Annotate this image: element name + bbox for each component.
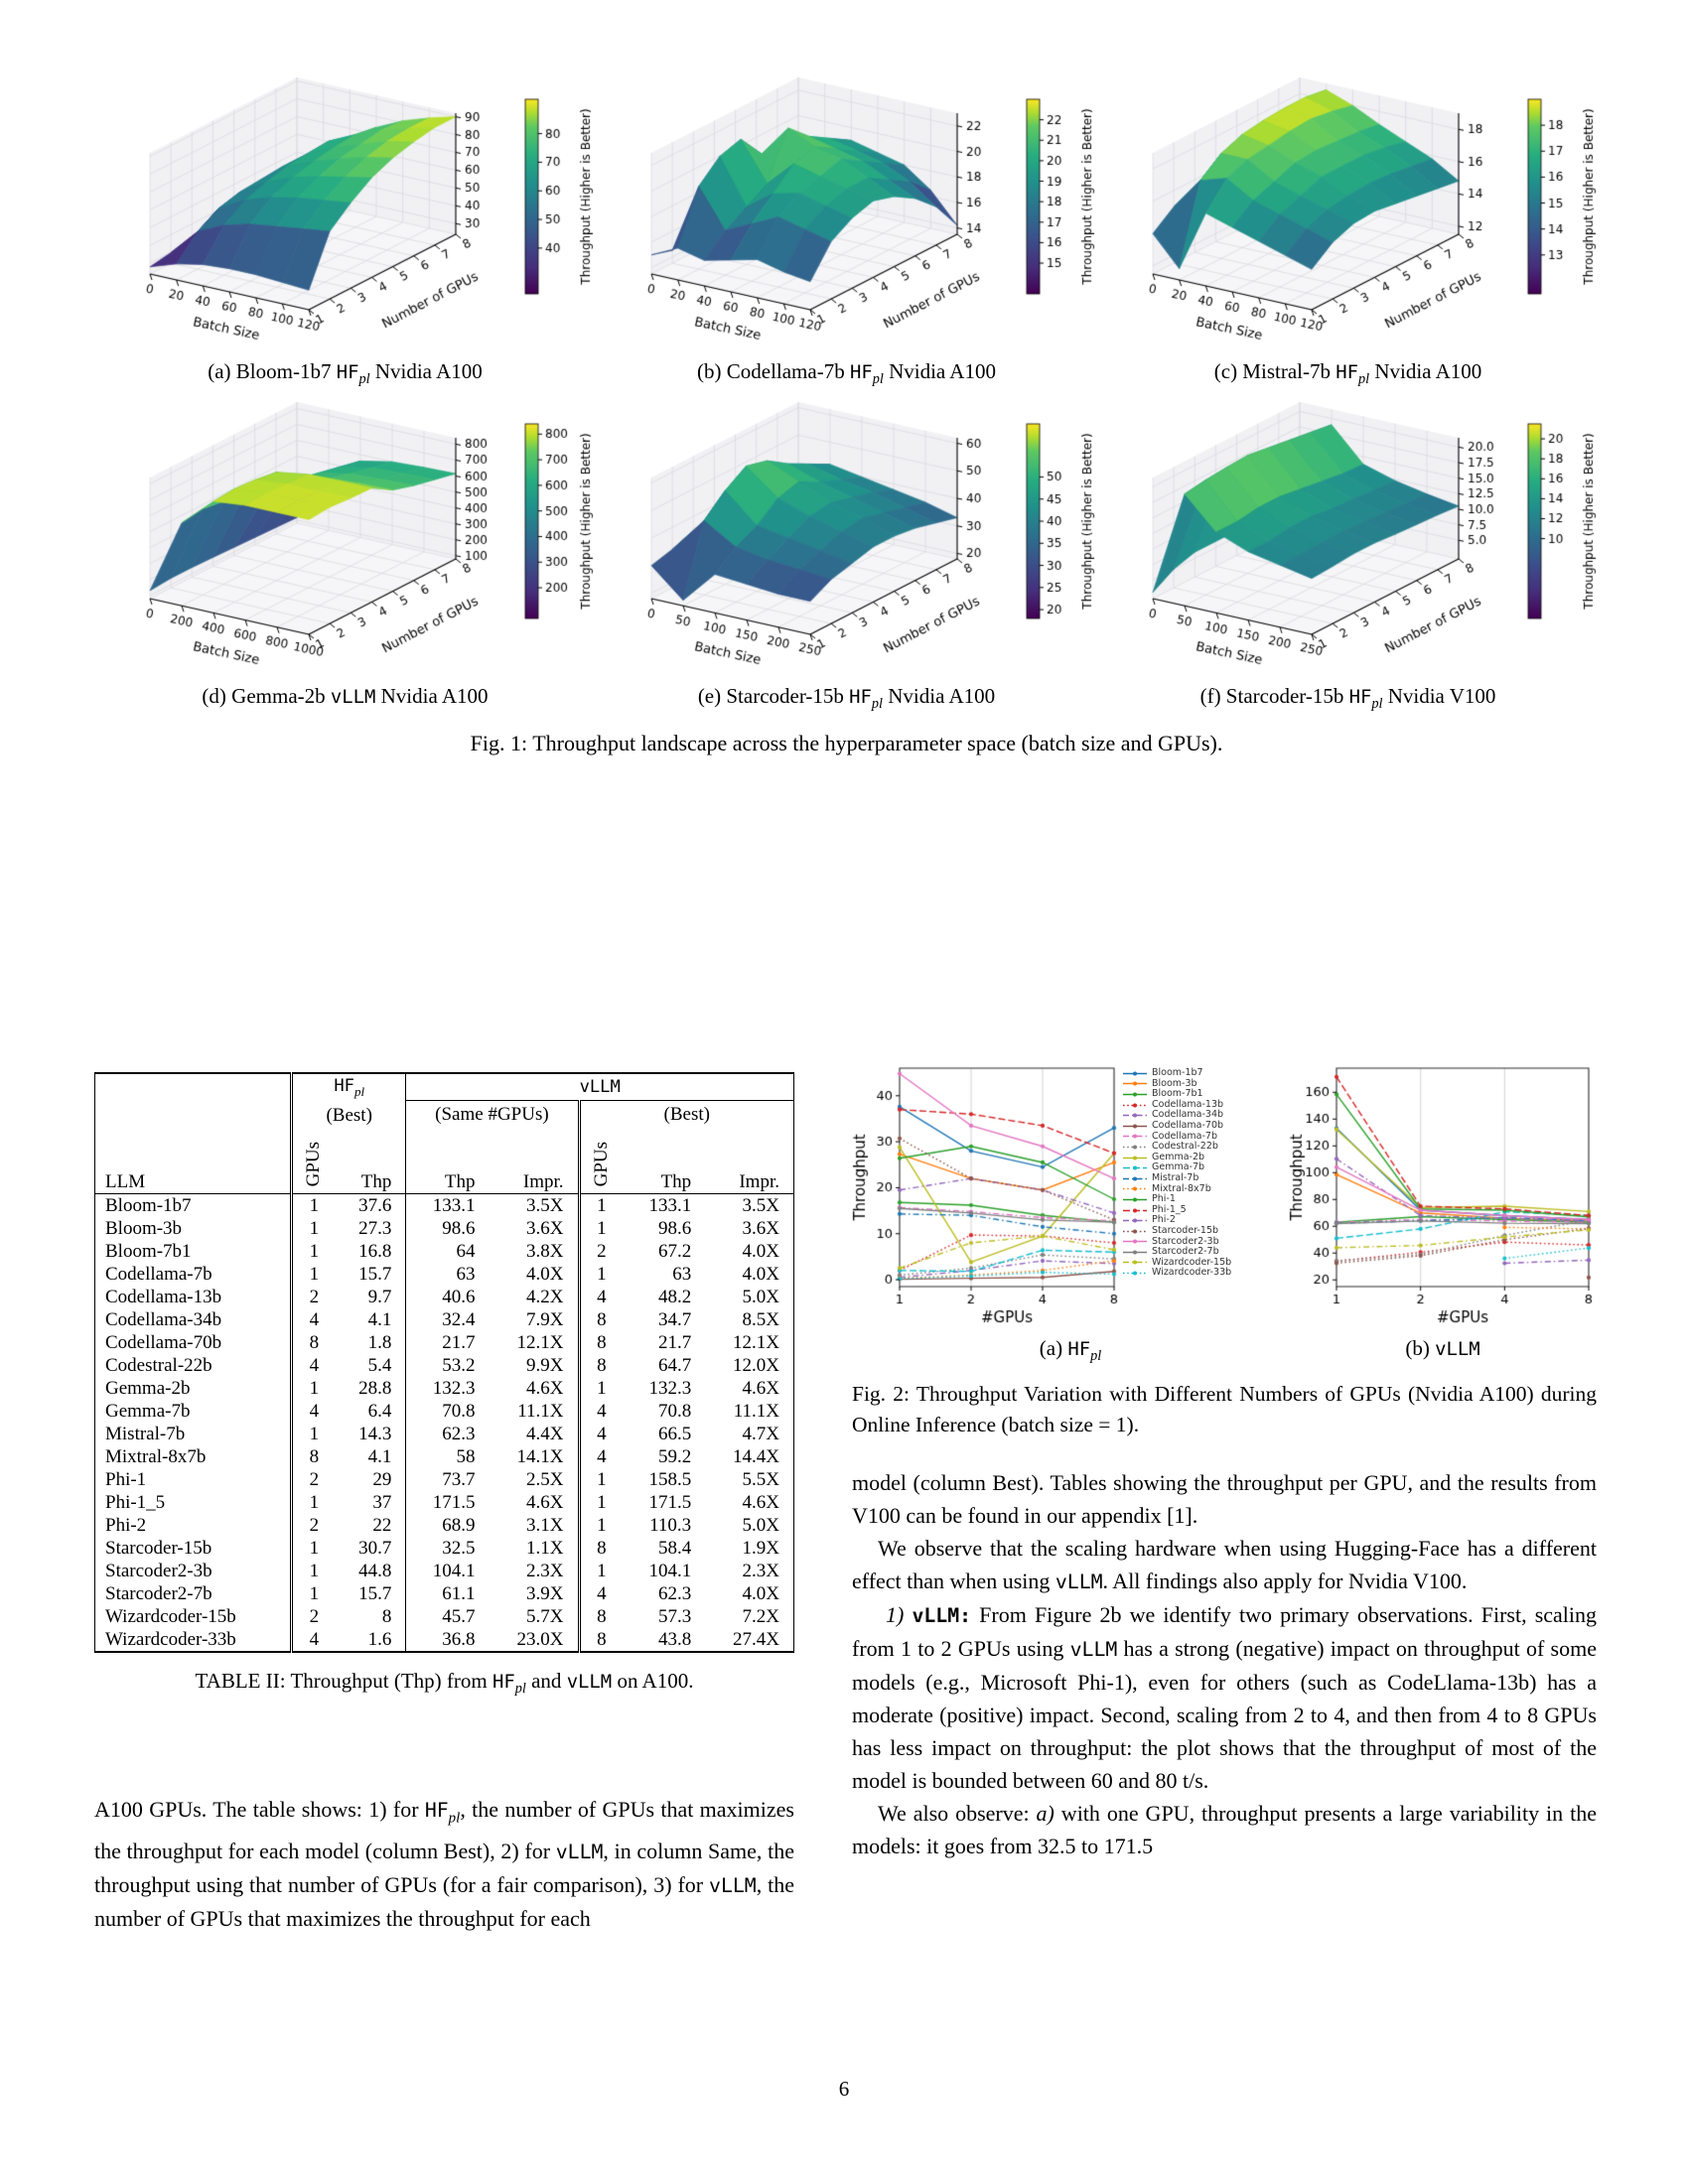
value-cell: 21.7 — [406, 1331, 490, 1354]
llm-name-cell: Wizardcoder-33b — [105, 1628, 236, 1650]
value-cell: 8 — [579, 1308, 623, 1331]
header-best-group: (Best) — [579, 1101, 793, 1128]
value-cell: 62.3 — [657, 1582, 692, 1604]
legend-line-sample — [1122, 1069, 1148, 1078]
table-row — [95, 1445, 794, 1468]
llm-name-cell: Starcoder-15b — [105, 1537, 212, 1559]
llm-name-cell: Phi-2 — [105, 1514, 147, 1536]
value-cell: 8 — [579, 1605, 623, 1628]
value-cell: 1.8 — [367, 1331, 392, 1353]
legend-item — [1122, 1142, 1289, 1153]
value-cell: 6.4 — [367, 1400, 392, 1422]
value-cell: 9.9X — [526, 1354, 564, 1376]
value-cell: 1 — [579, 1193, 623, 1217]
value-cell: 5.0X — [742, 1286, 779, 1307]
header-impr-best: Impr. — [739, 1170, 779, 1192]
value-cell: 73.7 — [406, 1468, 490, 1491]
subplot-caption-c: (c) Mistral-7b $HF_{pl}$ Nvidia A100 — [1213, 359, 1482, 388]
value-cell: 1 — [579, 1468, 623, 1491]
value-cell: 40.6 — [406, 1286, 490, 1308]
legend-item — [1122, 1205, 1289, 1216]
table-row — [95, 1354, 794, 1377]
legend-line-sample — [1122, 1132, 1148, 1141]
legend-line-sample — [1122, 1206, 1148, 1215]
value-cell: 4.4X — [526, 1423, 564, 1444]
table-body — [95, 1193, 794, 1652]
value-cell: 171.5 — [406, 1491, 490, 1514]
value-cell: 1.9X — [742, 1537, 779, 1559]
value-cell: 4 — [292, 1308, 336, 1331]
legend-label: Codellama-13b — [1152, 1098, 1224, 1110]
value-cell: 4 — [579, 1445, 623, 1468]
body-paragraph: model (column Best). Tables showing the throughput per GPU, and the results from V100 can be found in our appendix [1]. — [852, 1470, 1597, 1529]
value-cell: 57.3 — [657, 1605, 692, 1627]
value-cell: 8 — [579, 1537, 623, 1560]
value-cell: 3.5X — [526, 1194, 564, 1216]
table-row — [95, 1423, 794, 1445]
surface-plot-c — [1097, 77, 1599, 357]
value-cell: 12.1X — [733, 1331, 779, 1353]
figure-2 — [852, 1058, 1597, 1332]
subplot-caption-e: (e) Starcoder-15b $HF_{pl}$ Nvidia A100 — [697, 684, 996, 713]
value-cell: 2 — [292, 1468, 336, 1491]
value-cell: 8 — [579, 1628, 623, 1652]
value-cell: 1 — [292, 1491, 336, 1514]
llm-name-cell: Bloom-1b7 — [105, 1194, 192, 1216]
fig2-subcaption-a: (a) $HF_{pl}$ — [1039, 1336, 1102, 1365]
surface-plot-b — [596, 77, 1097, 357]
value-cell: 32.5 — [406, 1537, 490, 1560]
fig2-caption: Fig. 2: Throughput Variation with Different Numbers of GPUs (Nvidia A100) during Online Inference (batch size = 1). — [852, 1382, 1597, 1437]
table-row — [95, 1217, 794, 1240]
value-cell: 4.6X — [742, 1491, 779, 1513]
header-vllm-group: vLLM — [406, 1073, 794, 1101]
legend-item — [1122, 1173, 1289, 1184]
value-cell: 32.4 — [406, 1308, 490, 1331]
legend-label: Codellama-70b — [1152, 1119, 1224, 1131]
value-cell: 132.3 — [406, 1377, 490, 1400]
llm-name-cell: Bloom-3b — [105, 1217, 183, 1239]
value-cell: 64.7 — [657, 1354, 692, 1376]
table-row — [95, 1286, 794, 1308]
legend-label: Bloom-7b1 — [1152, 1088, 1203, 1100]
value-cell: 4.0X — [742, 1263, 779, 1285]
value-cell: 2 — [579, 1240, 623, 1263]
value-cell: 4.6X — [526, 1491, 564, 1513]
header-empty-cell — [95, 1073, 292, 1128]
legend-label: Bloom-1b7 — [1152, 1067, 1203, 1078]
fig2-subplot-a — [852, 1058, 1289, 1332]
value-cell: 4 — [292, 1628, 336, 1652]
value-cell: 2 — [292, 1286, 336, 1308]
table-2-block — [94, 1072, 794, 1698]
value-cell: 4.0X — [526, 1263, 564, 1285]
fig1-subplot-e — [596, 402, 1097, 713]
legend-line-sample — [1122, 1154, 1148, 1162]
table-row — [95, 1537, 794, 1560]
value-cell: 12.0X — [733, 1354, 779, 1376]
table-row — [95, 1468, 794, 1491]
value-cell: 14.1X — [516, 1445, 564, 1467]
value-cell: 2.3X — [742, 1560, 779, 1581]
legend-line-sample — [1122, 1090, 1148, 1099]
legend-item — [1122, 1184, 1289, 1195]
value-cell: 4.6X — [526, 1377, 564, 1399]
legend-line-sample — [1122, 1174, 1148, 1183]
value-cell: 3.6X — [526, 1217, 564, 1239]
llm-name-cell: Gemma-7b — [105, 1400, 191, 1422]
value-cell: 3.6X — [742, 1217, 779, 1239]
legend-item — [1122, 1226, 1289, 1237]
legend-line-sample — [1122, 1269, 1148, 1278]
legend-label: Codestral-22b — [1152, 1141, 1218, 1153]
legend-label: Mistral-7b — [1152, 1171, 1199, 1183]
legend-label: Wizardcoder-33b — [1152, 1267, 1232, 1279]
value-cell: 2.5X — [526, 1468, 564, 1490]
header-thp-hf: Thp — [360, 1170, 392, 1192]
table-row — [95, 1377, 794, 1400]
value-cell: 27.3 — [358, 1217, 392, 1239]
value-cell: 4 — [579, 1286, 623, 1308]
legend-label: Phi-1 — [1152, 1193, 1176, 1205]
legend-label: Gemma-7b — [1152, 1161, 1205, 1173]
line-plot-hf — [852, 1058, 1122, 1332]
subplot-caption-d: (d) Gemma-2b vLLM Nvidia A100 — [202, 684, 489, 709]
legend-line-sample — [1122, 1216, 1148, 1225]
value-cell: 1 — [579, 1514, 623, 1537]
table-row — [95, 1605, 794, 1628]
llm-name-cell: Mistral-7b — [105, 1423, 186, 1444]
value-cell: 23.0X — [516, 1628, 564, 1650]
value-cell: 22 — [372, 1514, 392, 1536]
value-cell: 3.1X — [526, 1514, 564, 1536]
llm-name-cell: Codestral-22b — [105, 1354, 212, 1376]
value-cell: 11.1X — [733, 1400, 779, 1422]
table-row — [95, 1400, 794, 1423]
llm-name-cell: Codellama-34b — [105, 1308, 222, 1330]
body-paragraph: We observe that the scaling hardware when using Hugging-Face has a different effect than when using vLLM. All findings also apply for Nvidia V100. — [852, 1536, 1597, 1594]
legend-line-sample — [1122, 1195, 1148, 1204]
legend-item — [1122, 1194, 1289, 1205]
subplot-caption-f: (f) Starcoder-15b $HF_{pl}$ Nvidia V100 — [1199, 684, 1496, 713]
fig1-subplot-f — [1097, 402, 1599, 713]
legend-line-sample — [1122, 1227, 1148, 1236]
fig1-subplot-a — [94, 77, 596, 388]
left-column-paragraph-block — [94, 1793, 794, 1935]
body-paragraph: We also observe: a) with one GPU, throughput presents a large variability in the models: it goes from 32.5 to 171.5 — [852, 1801, 1597, 1859]
legend-label: Mixtral-8x7b — [1152, 1182, 1211, 1194]
value-cell: 1 — [579, 1377, 623, 1400]
value-cell: 12.1X — [516, 1331, 564, 1353]
value-cell: 8 — [579, 1354, 623, 1377]
value-cell: 1 — [292, 1377, 336, 1400]
value-cell: 98.6 — [406, 1217, 490, 1240]
right-column-paragraphs — [852, 1466, 1597, 1862]
value-cell: 4.6X — [742, 1377, 779, 1399]
value-cell: 30.7 — [358, 1537, 392, 1559]
value-cell: 171.5 — [648, 1491, 692, 1513]
legend-line-sample — [1122, 1111, 1148, 1120]
legend-line-sample — [1122, 1079, 1148, 1088]
value-cell: 158.5 — [648, 1468, 692, 1490]
surface-plot-a — [94, 77, 596, 357]
table-row — [95, 1582, 794, 1605]
value-cell: 1 — [292, 1560, 336, 1582]
legend-label: Codellama-7b — [1152, 1130, 1217, 1142]
value-cell: 5.0X — [742, 1514, 779, 1536]
value-cell: 4 — [292, 1400, 336, 1423]
value-cell: 16.8 — [358, 1240, 392, 1262]
value-cell: 1 — [292, 1582, 336, 1605]
table-row — [95, 1491, 794, 1514]
body-paragraph: 1) vLLM: From Figure 2b we identify two primary observations. First, scaling from 1 to 2 GPUs using vLLM has a strong (negative) impact on throughput of some models (e.g., Microsoft Phi-1), even for others (such as CodeLlama-13b) has a moderate (positive) impact. Second, scaling from 2 to 4, and then from 4 to 8 GPUs has less impact on throughput: the plot shows that the throughput of most of the model is bounded between 60 and 80 t/s. — [852, 1602, 1598, 1794]
value-cell: 59.2 — [657, 1445, 692, 1467]
legend-label: Phi-2 — [1152, 1214, 1176, 1226]
value-cell: 36.8 — [406, 1628, 490, 1652]
value-cell: 37 — [372, 1491, 392, 1513]
legend-item — [1122, 1068, 1289, 1079]
value-cell: 14.4X — [733, 1445, 779, 1467]
value-cell: 11.1X — [517, 1400, 564, 1422]
legend-label: Codellama-34b — [1152, 1109, 1224, 1121]
value-cell: 8 — [579, 1331, 623, 1354]
fig2-subcaption-b: (b) vLLM — [1405, 1336, 1480, 1360]
value-cell: 7.9X — [526, 1308, 564, 1330]
value-cell: 67.2 — [657, 1240, 692, 1262]
value-cell: 1.1X — [526, 1537, 564, 1559]
table-row — [95, 1263, 794, 1286]
value-cell: 58.4 — [657, 1537, 692, 1559]
legend-line-sample — [1122, 1258, 1148, 1267]
fig2a-legend — [1122, 1058, 1289, 1279]
value-cell: 34.7 — [657, 1308, 692, 1330]
value-cell: 4 — [579, 1423, 623, 1445]
value-cell: 4.0X — [742, 1240, 779, 1262]
surface-plot-d — [94, 402, 596, 682]
legend-label: Starcoder2-7b — [1152, 1246, 1219, 1258]
llm-name-cell: Wizardcoder-15b — [105, 1605, 236, 1627]
value-cell: 8 — [381, 1605, 392, 1627]
llm-name-cell: Phi-1 — [105, 1468, 147, 1490]
value-cell: 63 — [406, 1263, 490, 1286]
value-cell: 98.6 — [657, 1217, 692, 1239]
header-impr-same: Impr. — [522, 1170, 564, 1192]
value-cell: 1 — [292, 1263, 336, 1286]
header-thp-same: Thp — [406, 1128, 490, 1194]
value-cell: 110.3 — [649, 1514, 692, 1536]
value-cell: 3.5X — [742, 1194, 779, 1216]
value-cell: 3.9X — [526, 1582, 564, 1604]
fig1-subplot-d — [94, 402, 596, 713]
header-same-group: (Same #GPUs) — [406, 1101, 579, 1128]
value-cell: 15.7 — [358, 1263, 392, 1285]
llm-name-cell: Phi-1_5 — [105, 1491, 166, 1513]
page-number: 6 — [838, 2077, 850, 2101]
value-cell: 48.2 — [657, 1286, 692, 1307]
value-cell: 5.4 — [367, 1354, 392, 1376]
table-row — [95, 1331, 794, 1354]
value-cell: 132.3 — [648, 1377, 692, 1399]
legend-line-sample — [1122, 1248, 1148, 1257]
value-cell: 4.7X — [742, 1423, 779, 1444]
legend-item — [1122, 1079, 1289, 1090]
value-cell: 1 — [292, 1217, 336, 1240]
value-cell: 44.8 — [358, 1560, 392, 1581]
table-row — [95, 1193, 794, 1217]
value-cell: 70.8 — [406, 1400, 490, 1423]
surface-plot-f — [1097, 402, 1599, 682]
value-cell: 8.5X — [742, 1308, 779, 1330]
llm-name-cell: Starcoder2-7b — [105, 1582, 212, 1604]
legend-line-sample — [1122, 1237, 1148, 1246]
legend-line-sample — [1122, 1101, 1148, 1110]
header-hf-title: $HF_{pl}$ — [334, 1076, 365, 1099]
legend-item — [1122, 1162, 1289, 1173]
llm-name-cell: Starcoder2-3b — [105, 1560, 212, 1581]
llm-name-cell: Mixtral-8x7b — [105, 1445, 207, 1467]
value-cell: 43.8 — [657, 1628, 692, 1650]
value-cell: 4 — [579, 1400, 623, 1423]
legend-label: Bloom-3b — [1152, 1077, 1197, 1089]
fig1-subplot-b — [596, 77, 1097, 388]
subplot-caption-a: (a) Bloom-1b7 $HF_{pl}$ Nvidia A100 — [208, 359, 483, 388]
legend-line-sample — [1122, 1163, 1148, 1172]
value-cell: 66.5 — [657, 1423, 692, 1444]
value-cell: 1 — [292, 1537, 336, 1560]
value-cell: 8 — [292, 1331, 336, 1354]
value-cell: 28.8 — [358, 1377, 392, 1399]
value-cell: 4.1 — [367, 1308, 392, 1330]
legend-line-sample — [1122, 1143, 1148, 1152]
value-cell: 4 — [292, 1354, 336, 1377]
value-cell: 1 — [579, 1217, 623, 1240]
value-cell: 37.6 — [358, 1194, 392, 1216]
legend-item — [1122, 1121, 1289, 1132]
value-cell: 62.3 — [406, 1423, 490, 1445]
line-plot-vllm — [1289, 1058, 1597, 1332]
value-cell: 15.7 — [358, 1582, 392, 1604]
table-2-caption: TABLE II: Throughput (Thp) from $HF_{pl}$ and vLLM on A100. — [195, 1668, 694, 1697]
value-cell: 29 — [372, 1468, 392, 1490]
header-thp-best: Thp — [660, 1170, 692, 1192]
legend-label: Gemma-2b — [1152, 1151, 1205, 1162]
fig1-caption: Fig. 1: Throughput landscape across the hyperparameter space (batch size and GPUs). — [470, 731, 1223, 756]
value-cell: 5.5X — [742, 1468, 779, 1490]
value-cell: 4.1 — [367, 1445, 392, 1467]
table-row — [95, 1628, 794, 1652]
fig1-subplot-c — [1097, 77, 1599, 388]
table-row — [95, 1240, 794, 1263]
value-cell: 27.4X — [733, 1628, 779, 1650]
value-cell: 1 — [292, 1240, 336, 1263]
figure-1 — [94, 77, 1599, 756]
value-cell: 2.3X — [526, 1560, 564, 1581]
body-paragraph: A100 GPUs. The table shows: 1) for $HF_{pl}$, the number of GPUs that maximizes the throughput for each model (column Best), 2) for vLLM, in column Same, the throughput using that number of GPUs (for a fair comparison), 3) for vLLM, the number of GPUs that maximizes the throughput for each — [94, 1797, 794, 1932]
legend-item — [1122, 1153, 1289, 1163]
value-cell: 45.7 — [406, 1605, 490, 1628]
legend-label: Phi-1_5 — [1152, 1203, 1187, 1215]
value-cell: 1.6 — [367, 1628, 392, 1650]
header-hf-sub: (Best) — [326, 1104, 372, 1126]
subplot-caption-b: (b) Codellama-7b $HF_{pl}$ Nvidia A100 — [697, 359, 996, 388]
value-cell: 64 — [406, 1240, 490, 1263]
value-cell: 4.0X — [742, 1582, 779, 1604]
legend-line-sample — [1122, 1122, 1148, 1131]
value-cell: 14.3 — [358, 1423, 392, 1444]
legend-line-sample — [1122, 1184, 1148, 1193]
value-cell: 58 — [406, 1445, 490, 1468]
figure-1-grid — [94, 77, 1599, 713]
value-cell: 2 — [292, 1514, 336, 1537]
llm-name-cell: Codellama-7b — [105, 1263, 212, 1285]
surface-plot-e — [596, 402, 1097, 682]
right-column — [852, 1058, 1597, 1862]
table-row — [95, 1514, 794, 1537]
value-cell: 5.7X — [526, 1605, 564, 1627]
header-gpus-best: GPUs — [579, 1128, 623, 1194]
value-cell: 9.7 — [367, 1286, 392, 1307]
legend-label: Starcoder-15b — [1152, 1224, 1219, 1236]
header-gpus-hf: GPUs — [292, 1128, 336, 1194]
value-cell: 68.9 — [406, 1514, 490, 1537]
llm-name-cell: Codellama-13b — [105, 1286, 222, 1307]
value-cell: 3.8X — [526, 1240, 564, 1262]
value-cell: 53.2 — [406, 1354, 490, 1377]
value-cell: 2 — [292, 1605, 336, 1628]
value-cell: 133.1 — [406, 1193, 490, 1217]
header-llm: LLM — [105, 1170, 146, 1192]
legend-label: Wizardcoder-15b — [1152, 1256, 1232, 1268]
table-row — [95, 1308, 794, 1331]
value-cell: 104.1 — [406, 1560, 490, 1582]
value-cell: 133.1 — [648, 1194, 692, 1216]
legend-label: Starcoder2-3b — [1152, 1235, 1219, 1247]
value-cell: 21.7 — [657, 1331, 692, 1353]
value-cell: 70.8 — [657, 1400, 692, 1422]
value-cell: 7.2X — [742, 1605, 779, 1627]
value-cell: 104.1 — [648, 1560, 692, 1581]
header-hf-group — [292, 1073, 406, 1128]
llm-name-cell: Gemma-2b — [105, 1377, 191, 1399]
llm-name-cell: Bloom-7b1 — [105, 1240, 192, 1262]
value-cell: 1 — [292, 1193, 336, 1217]
value-cell: 1 — [579, 1560, 623, 1582]
fig2-subcaptions — [852, 1336, 1597, 1365]
value-cell: 4.2X — [526, 1286, 564, 1307]
table-2 — [94, 1072, 794, 1653]
llm-name-cell: Codellama-70b — [105, 1331, 222, 1353]
table-2-header — [95, 1073, 794, 1193]
value-cell: 63 — [672, 1263, 692, 1285]
legend-item — [1122, 1268, 1289, 1279]
value-cell: 61.1 — [406, 1582, 490, 1605]
value-cell: 1 — [579, 1263, 623, 1286]
value-cell: 1 — [579, 1491, 623, 1514]
value-cell: 8 — [292, 1445, 336, 1468]
value-cell: 4 — [579, 1582, 623, 1605]
table-row — [95, 1560, 794, 1582]
value-cell: 1 — [292, 1423, 336, 1445]
